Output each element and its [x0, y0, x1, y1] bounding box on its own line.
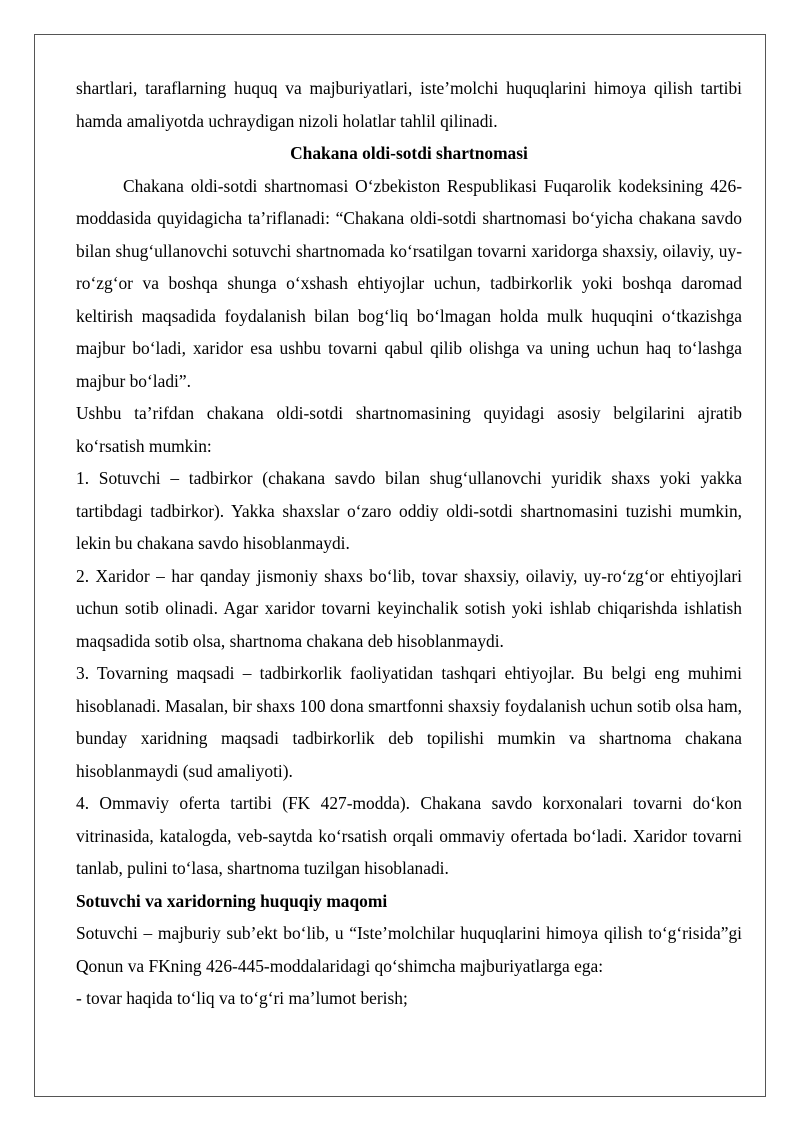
feature-item-3: 3. Tovarning maqsadi – tadbirkorlik faoliyatidan tashqari ehtiyojlar. Bu belgi eng muhimi hisoblanadi. Masalan, bir shaxs 100 dona smartfonni shaxsiy foydalanish uchun sotib olsa ham, bunday xaridning maqsadi tadbirkorlik deb topilishi mumkin va shartnoma chakana hisoblanmaydi (sud amaliyoti).: [76, 663, 742, 781]
document-body: [76, 72, 742, 1015]
feature-item-1: 1. Sotuvchi – tadbirkor (chakana savdo bilan shug‘ullanovchi yuridik shaxs yoki yakka tartibdagi tadbirkor). Yakka shaxslar o‘zaro oddiy oldi-sotdi shartnomasini tuzishi mumkin, lekin bu chakana savdo hisoblanmaydi.: [76, 468, 742, 553]
seller-obligation-item: - tovar haqida to‘liq va to‘g‘ri ma’lumot berish;: [76, 988, 408, 1008]
feature-item-2: 2. Xaridor – har qanday jismoniy shaxs bo‘lib, tovar shaxsiy, oilaviy, uy-ro‘zg‘or ehtiyojlari uchun sotib olinadi. Agar xaridor tovarni keyinchalik sotish yoki ishlab chiqarishda ishlatish maqsadida sotib olsa, shartnoma chakana deb hisoblanmaydi.: [76, 565, 742, 651]
features-intro-paragraph: Ushbu ta’rifdan chakana oldi-sotdi shartnomasining quyidagi asosiy belgilarini ajratib ko‘rsatish mumkin:: [76, 403, 742, 456]
section-heading-retail-contract: Chakana oldi-sotdi shartnomasi: [290, 143, 528, 163]
section-heading-legal-status: Sotuvchi va xaridorning huquqiy maqomi: [76, 890, 388, 911]
feature-item-4: 4. Ommaviy oferta tartibi (FK 427-modda). Chakana savdo korxonalari tovarni do‘kon vitrinasida, katalogda, veb-saytda ko‘rsatish orqali ommaviy ofertada bo‘ladi. Xaridor tovarni tanlab, pulini to‘lasa, shartnoma tuzilgan hisoblanadi.: [76, 793, 742, 878]
intro-continuation-paragraph: shartlari, taraflarning huquq va majburiyatlari, iste’molchi huquqlarini himoya qilish tartibi hamda amaliyotda uchraydigan nizoli holatlar tahlil qilinadi.: [76, 78, 742, 131]
seller-paragraph: Sotuvchi – majburiy sub’ekt bo‘lib, u “Iste’molchilar huquqlarini himoya qilish to‘g‘risida”gi Qonun va FKning 426-445-moddalaridagi qo‘shimcha majburiyatlarga ega:: [76, 923, 742, 976]
definition-paragraph: Chakana oldi-sotdi shartnomasi O‘zbekiston Respublikasi Fuqarolik kodeksining 426-moddasida quyidagicha ta’riflanadi: “Chakana oldi-sotdi shartnomasi bo‘yicha chakana savdo bilan shug‘ullanovchi sotuvchi shartnomada ko‘rsatilgan tovarni xaridorga shaxsiy, oilaviy, uy-ro‘zg‘or va boshqa shunga o‘xshash ehtiyojlar uchun, tadbirkorlik yoki boshqa daromad keltirish maqsadida foydalanish bilan bog‘liq bo‘lmagan holda mulk huquqini o‘tkazishga majbur bo‘ladi, xaridor esa ushbu tovarni qabul qilib olishga va uning uchun haq to‘lashga majbur bo‘ladi”.: [76, 175, 742, 391]
